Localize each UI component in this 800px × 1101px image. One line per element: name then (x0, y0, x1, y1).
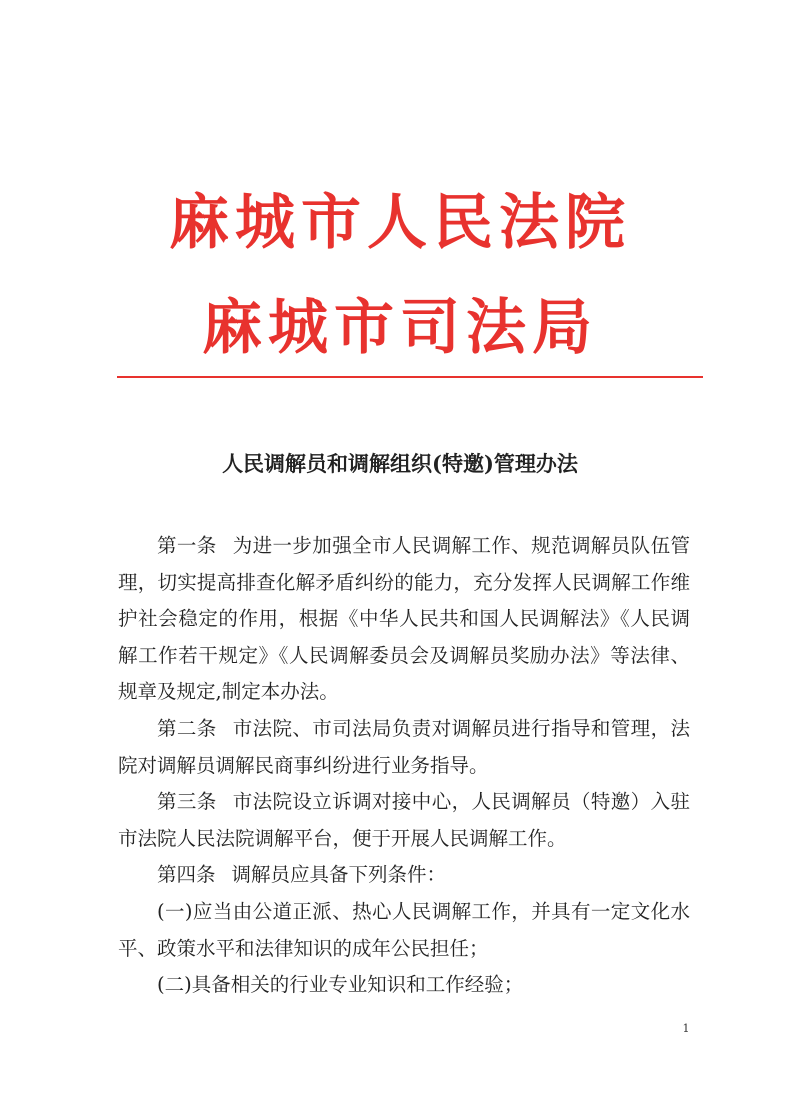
condition-item: (一)应当由公道正派、热心人民调解工作，并具有一定文化水平、政策水平和法律知识的成年公民担任； (118, 899, 690, 960)
article-1 (118, 528, 690, 711)
article-label: 第四条 (157, 863, 216, 887)
article-label: 第一条 (157, 534, 217, 557)
article-4 (118, 857, 690, 894)
article-label: 第二条 (157, 716, 217, 740)
letterhead-org-court: 麻城市人民法院 (169, 188, 631, 258)
article-2 (118, 711, 690, 784)
letterhead-red-divider (117, 376, 703, 378)
document-title: 人民调解员和调解组织(特邀)管理办法 (222, 451, 578, 476)
article-text: 为进一步加强全市人民调解工作、规范调解员队伍管理，切实提高排查化解矛盾纠纷的能力，充分发挥人民调解工作维护社会稳定的作用，根据《中华人民共和国人民调解法》《人民调解工作若干规定》《人民调解委员会及调解员奖励办法》等法律、规章及规定,制定本办法。 (118, 534, 690, 704)
letterhead-org-justice-bureau: 麻城市司法局 (202, 293, 598, 363)
condition-item: (二)具备相关的行业专业知识和工作经验； (157, 973, 524, 997)
article-text: 市法院设立诉调对接中心，人民调解员（特邀）入驻市法院人民法院调解平台，便于开展人民调解工作。 (118, 790, 690, 850)
article-text: 市法院、市司法局负责对调解员进行指导和管理，法院对调解员调解民商事纠纷进行业务指导。 (118, 716, 690, 777)
article-text: 调解员应具备下列条件： (231, 863, 447, 887)
document-body (118, 528, 690, 1004)
article-3 (118, 784, 690, 857)
page-number: 1 (682, 1022, 690, 1035)
article-label: 第三条 (157, 790, 217, 814)
